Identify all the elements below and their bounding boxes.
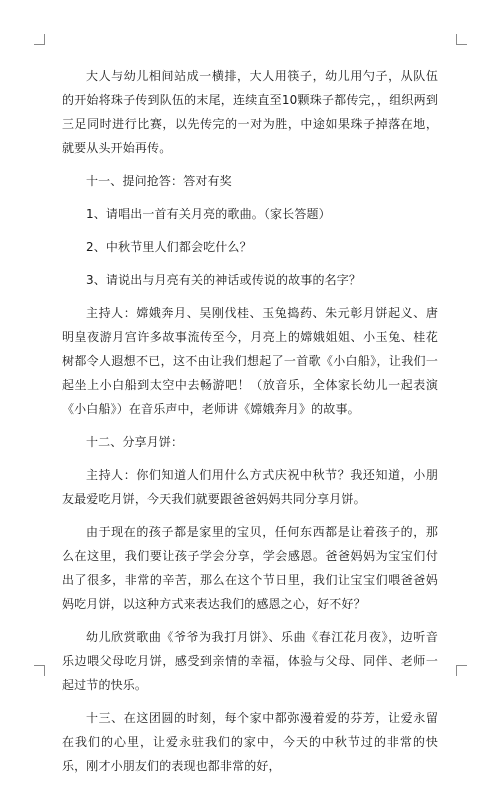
- paragraph-reunion: 十三、在这团圆的时刻，每个家中都弥漫着爱的芬芳，让爱永留在我们的心里，让爱永驻我们的家中，今天的中秋节过的非常的快乐，刚才小朋友们的表现也都非常的好，: [62, 711, 438, 773]
- crop-mark-top-right: [456, 34, 467, 45]
- paragraph-music-feeding: 幼儿欣赏歌曲《爷爷为我打月饼》、乐曲《春江花月夜》，边听音乐边喂父母吃月饼，感受到亲情的幸福，体验与父母、同伴、老师一起过节的快乐。: [62, 630, 438, 692]
- crop-mark-bottom-left: [34, 665, 45, 676]
- quiz-question-2: 2、中秋节里人们都会吃什么？: [86, 240, 252, 254]
- paragraph-gratitude: 由于现在的孩子都是家里的宝贝，任何东西都是让着孩子的，那么在这里，我们要让孩子学会分享，学会感恩。爸爸妈妈为宝宝们付出了很多，非常的辛苦，那么在这个节日里，我们让宝宝们喂爸爸妈妈吃月饼，以这种方式来表达我们的感恩之心，好不好？: [62, 525, 438, 611]
- heading-quiz: 十一、提问抢答：答对有奖: [86, 174, 232, 188]
- paragraph-host-mooncakes: 主持人：你们知道人们用什么方式庆祝中秋节？我还知道，小朋友最爱吃月饼，今天我们就要跟爸爸妈妈共同分享月饼。: [62, 468, 438, 506]
- paragraph-host-stories: 主持人：嫦娥奔月、吴刚伐桂、玉兔捣药、朱元彰月饼起义、唐明皇夜游月宫许多故事流传至今，月亮上的嫦娥姐姐、小玉兔、桂花树都令人遐想不已，这不由让我们想起了一首歌《小白船》，让我们一起坐上小白船到太空中去畅游吧！（放音乐，全体家长幼儿一起表演《小白船》）在音乐声中，老师讲《嫦娥奔月》的故事。: [62, 306, 438, 416]
- quiz-question-1: 1、请唱出一首有关月亮的歌曲。（家长答题）: [86, 207, 331, 221]
- paragraph-relay-game: 大人与幼儿相间站成一横排，大人用筷子，幼儿用勺子，从队伍的开始将珠子传到队伍的末尾，连续直至10颗珠子都传完，，组织两到三足同时进行比赛，以先传完的一对为胜，中途如果珠子掉落在地，就要从头开始再传。: [62, 69, 438, 155]
- crop-mark-bottom-right: [456, 665, 467, 676]
- crop-mark-top-left: [34, 34, 45, 45]
- heading-share-mooncakes: 十二、分享月饼：: [86, 435, 184, 449]
- document-body: [62, 64, 438, 787]
- quiz-question-3: 3、请说出与月亮有关的神话或传说的故事的名字？: [86, 273, 362, 287]
